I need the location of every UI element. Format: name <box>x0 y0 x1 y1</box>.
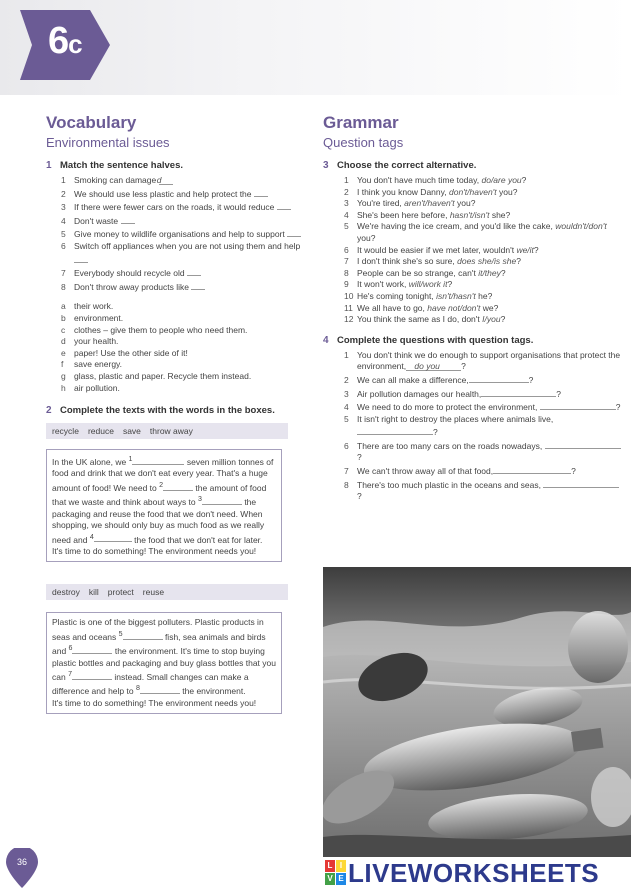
vocabulary-section <box>46 112 304 714</box>
list-item: 5 It isn't right to destroy the places where animals live, ? <box>344 413 554 438</box>
alternative-choice[interactable]: will/work it <box>408 279 448 290</box>
page-header <box>0 0 631 95</box>
word-box-1 <box>46 423 288 439</box>
gap-input[interactable] <box>123 630 163 640</box>
liveworksheets-logo-icon: L I V E <box>325 860 347 886</box>
list-item: 3 Air pollution damages our health, ? <box>344 388 562 399</box>
word-box-item: reuse <box>142 587 165 598</box>
list-item: 2 I think you know Danny, don't/haven't you? <box>344 186 518 197</box>
text-box-2: Plastic is one of the biggest polluters. Plastic products in seas and oceans $^5$ fish, sea animals and birds and $^6$ the environment. It's time to stop buying plastic bottles and packaging and buy glass bottles that you can $^7$ instead. Small changes can make a difference and help to $^8$ the environment. It's time to do something! The environment needs you! <box>46 612 282 714</box>
answer-input[interactable] <box>74 253 88 263</box>
list-item: 2 We can all make a difference, ? <box>344 374 534 385</box>
list-item: 7 Everybody should recycle old <box>46 266 304 280</box>
task3-instruction: 3 Choose the correct alternative. <box>323 160 477 171</box>
list-item: 1 You don't have much time today, do/are you? <box>344 175 527 185</box>
liveworksheets-logo: LIVEWORKSHEETS <box>348 858 600 888</box>
answer-input[interactable] <box>187 266 201 276</box>
list-item: 10 He's coming tonight, isn't/hasn't he? <box>344 290 493 301</box>
list-item: 3 If there were fewer cars on the roads, it would reduce <box>46 200 304 214</box>
page-number: 36 <box>16 857 27 867</box>
gap-input[interactable] <box>72 644 112 654</box>
text-box-1: In the UK alone, we $^1$ seven million tonnes of food and drink that we don't eat every year. That's a huge amount of food! We need to $^2$ the amount of food that we waste and think about ways to $^3$ the packaging and reuse the food that we don't need. When shopping, we should only buy as much food as we really need and $^4$ the food that we don't eat for later. It's time to do something! The environment needs you! <box>46 449 282 562</box>
answer-input[interactable] <box>287 227 301 237</box>
task1-list <box>46 175 304 293</box>
list-item: e paper! Use the other side of it! <box>61 347 188 358</box>
list-item: d your health. <box>61 336 119 347</box>
tag-input[interactable] <box>481 387 556 397</box>
alternative-choice[interactable]: aren't/haven't <box>404 198 455 209</box>
list-item: 6 There are too many cars on the roads nowadays, ? <box>329 439 623 464</box>
tag-input[interactable] <box>545 439 621 449</box>
alternative-choice[interactable]: do/are you <box>481 175 522 185</box>
tag-input[interactable] <box>357 425 433 435</box>
list-item: h air pollution. <box>61 382 120 393</box>
gap-input[interactable] <box>140 684 180 694</box>
grammar-subtitle: Question tags <box>323 135 404 150</box>
word-box-item: kill <box>88 587 99 598</box>
list-item: 1 You don't think we do enough to support organisations that protect the environment, do you ? <box>344 349 621 372</box>
word-box-item: reduce <box>87 426 114 437</box>
word-box-item: throw away <box>149 426 193 437</box>
word-box-item: save <box>122 426 141 437</box>
list-item: 5 We're having the ice cream, and you'd like the cake, wouldn't/don't you? <box>344 221 607 243</box>
list-item: g glass, plastic and paper. Recycle them instead. <box>61 370 252 381</box>
gap-input[interactable] <box>202 495 242 505</box>
answer-input[interactable] <box>191 280 205 290</box>
answer-input[interactable] <box>277 200 291 210</box>
alternative-choice[interactable]: don't/haven't <box>448 186 497 197</box>
list-item: 7 We can't throw away all of that food, ? <box>344 466 576 477</box>
page-number-marker <box>6 848 38 888</box>
answer-input[interactable]: d <box>159 175 173 185</box>
list-item: 8 There's too much plastic in the oceans and seas, ? <box>329 478 623 503</box>
list-item: c clothes – give them to people who need them. <box>61 324 248 335</box>
list-item: 4 Don't waste <box>46 214 304 228</box>
list-item: f save energy. <box>61 359 123 370</box>
plastic-pollution-photo <box>323 567 631 857</box>
grammar-section <box>323 112 623 503</box>
alternative-choice[interactable]: hasn't/isn't <box>449 209 490 220</box>
tag-input[interactable]: do you <box>406 361 461 371</box>
vocabulary-subtitle: Environmental issues <box>46 135 170 150</box>
list-item: 3 You're tired, aren't/haven't you? <box>344 198 476 209</box>
list-item: a their work. <box>61 301 114 312</box>
tag-input[interactable] <box>493 464 571 474</box>
gap-input[interactable] <box>163 481 193 491</box>
list-item: 12 You think the same as I do, don't I/you? <box>344 314 506 325</box>
task1-endings <box>46 301 304 394</box>
alternative-choice[interactable]: I/you <box>482 314 501 325</box>
alternative-choice[interactable]: we/it <box>516 244 534 255</box>
alternative-choice[interactable]: does she/is she <box>457 256 517 267</box>
task4-instruction: 4 Complete the questions with question tags. <box>323 334 534 346</box>
word-box-item: recycle <box>52 426 79 437</box>
list-item: 8 People can be so strange, can't it/they? <box>344 267 506 278</box>
list-item: 4 We need to do more to protect the environment, ? <box>344 402 621 413</box>
task3-list <box>329 175 623 326</box>
list-item: 1 Smoking can damage d <box>46 175 304 187</box>
gap-input[interactable] <box>132 455 184 465</box>
answer-input[interactable] <box>121 214 135 224</box>
list-item: 9 It won't work, will/work it? <box>344 279 453 290</box>
alternative-choice[interactable]: it/they <box>478 267 501 278</box>
alternative-choice[interactable]: have not/don't <box>427 302 481 313</box>
list-item: 5 Give money to wildlife organisations and help to support <box>46 227 304 241</box>
gap-input[interactable] <box>72 670 112 680</box>
list-item: 6 Switch off appliances when you are not using them and help <box>46 241 304 266</box>
unit-label: 6c <box>48 20 82 62</box>
alternative-choice[interactable]: wouldn't/don't <box>555 221 607 232</box>
word-box-2 <box>46 584 288 600</box>
gap-input[interactable] <box>94 532 132 542</box>
task1-instruction: 1 Match the sentence halves. <box>46 160 184 171</box>
list-item: 11 We all have to go, have not/don't we? <box>344 302 499 313</box>
list-item: b environment. <box>61 312 124 323</box>
word-box-item: protect <box>107 587 134 598</box>
word-box-item: destroy <box>52 587 80 598</box>
tag-input[interactable] <box>540 400 616 410</box>
alternative-choice[interactable]: isn't/hasn't <box>436 290 476 301</box>
list-item: 4 She's been here before, hasn't/isn't she? <box>344 209 511 220</box>
tag-input[interactable] <box>543 478 619 488</box>
answer-input[interactable] <box>254 187 268 197</box>
task2-instruction: 2 Complete the texts with the words in the boxes. <box>46 405 275 417</box>
vocabulary-title: Vocabulary <box>46 113 137 132</box>
list-item: 8 Don't throw away products like <box>46 280 304 294</box>
list-item: 7 I don't think she's so sure, does she/is she? <box>344 256 521 267</box>
grammar-title: Grammar <box>323 113 399 132</box>
tag-input[interactable] <box>469 373 529 383</box>
list-item: 6 It would be easier if we met later, wouldn't we/it? <box>344 244 539 255</box>
list-item: 2 We should use less plastic and help protect the <box>46 187 304 201</box>
task4-list <box>329 350 623 503</box>
